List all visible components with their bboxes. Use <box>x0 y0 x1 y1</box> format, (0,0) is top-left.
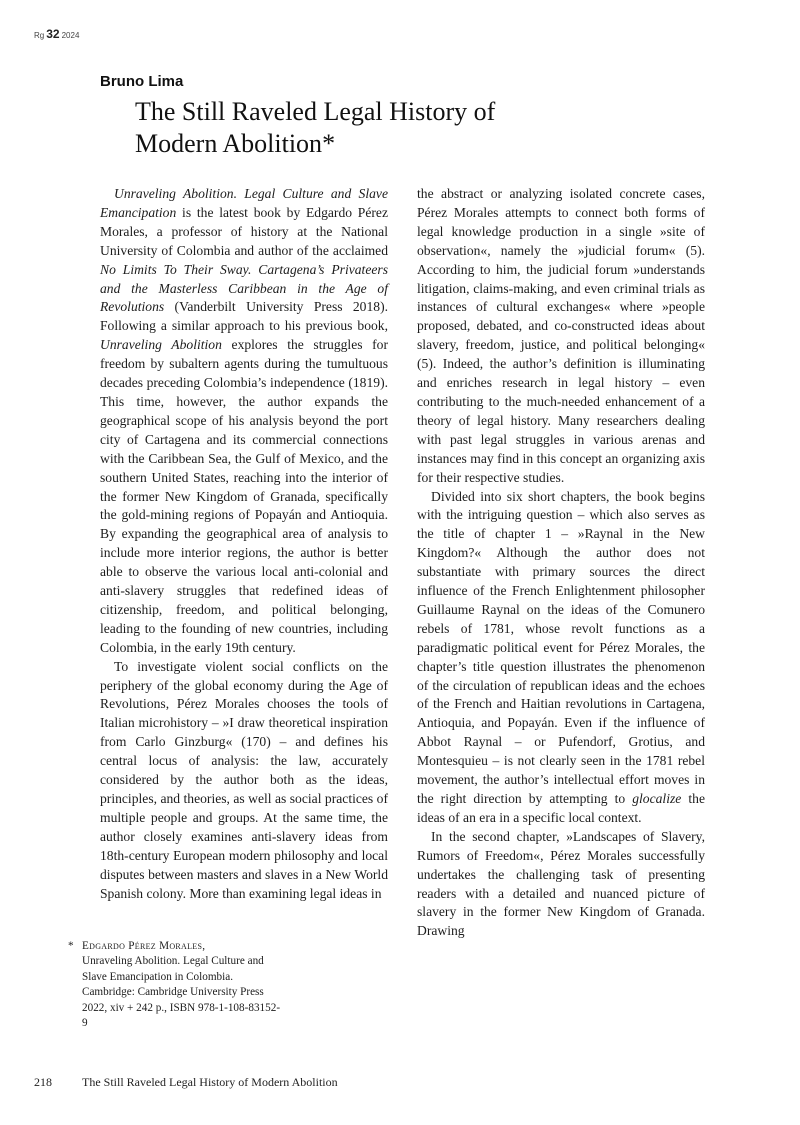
paragraph-text: Divided into six short chapters, the book begins with the intriguing question – which also serves as the title of chapter 1 – »Raynal in the New Kingdom?« Although the author does not substantiate with primary sources the direct influence of the French Enlightenment philosopher Guillaume Raynal on the ideas of the Comunero rebels of 1781, whose revolt functions as a paradigmatic political event for Pérez Morales, the chapter’s title question illustrates the phenomenon of the circulation of republican ideas and the echoes of the French and Haitian revolutions in Cartagena, Antioquia, and Popayán. Even if the influence of Abbot Raynal – or Pufendorf, Grotius, and Montesquieu – is not clearly seen in the 1781 rebel movement, the author’s intellectual effort moves in the right direction by attempting to <box>417 488 705 806</box>
body-column-right <box>417 185 705 941</box>
footnote-author: Edgardo Pérez Morales, <box>82 940 206 952</box>
page-footer <box>34 1075 338 1090</box>
title-footnote-mark: * <box>322 129 336 158</box>
body-column-left <box>100 185 388 903</box>
paragraph-text: the ideas of an era in a specific local context. <box>417 791 705 825</box>
journal-header <box>34 27 79 41</box>
article-author: Bruno Lima <box>100 73 184 90</box>
book-title: Unraveling Abolition <box>100 337 222 353</box>
footnote-mark: * <box>68 940 74 952</box>
paragraph-text: explores the struggles for freedom by subaltern agents during the tumultuous decades preceding Colombia’s independence (1819). This time, however, the author expands the geographical scope of his analysis beyond the port city of Cartagena and its commercial connections with the Caribbean Sea, the Gulf of Mexico, and the southern United States, reaching into the interior of the former New Kingdom of Granada, specifically the gold-mining regions of Popayán and Antioquia. By expanding the geographical area of analysis to include more interior regions, the author is better able to observe the various local anti-colonial and anti-slavery struggles that redefined ideas of citizenship, freedom, and political belonging, leading to the founding of new countries, including Colombia, in the early 19th century. <box>100 337 388 655</box>
footnote <box>68 939 282 1031</box>
book-title: Unraveling Abolition. Legal Culture and Slave Emancipation <box>100 186 388 220</box>
paragraph: the abstract or analyzing isolated concrete cases, Pérez Morales attempts to connect both forms of legal knowledge production in a single »site of observation«, namely the »judicial forum« (5). According to him, the judicial forum »understands litigation, claims-making, and even criminal trials as instances of cultural exchanges« where »people proposed, debated, and co-constructed ideas about slavery, freedom, justice, and political belonging« (5). Indeed, the author’s definition is illuminating and enriches research in legal history – even contributing to the much-needed enhancement of a theory of legal history. Many researchers dealing with past legal struggles in various arenas and instances may find in this concept an organizing axis for their respective studies. <box>417 186 705 485</box>
title-line-2-text: Modern Abolition <box>135 129 323 158</box>
journal-volume: 32 <box>46 27 60 41</box>
paragraph-text: (Vanderbilt University Press 2018). Following a similar approach to his previous book, <box>100 299 388 334</box>
paragraph <box>100 185 388 658</box>
title-line-1: The Still Raveled Legal History of <box>135 97 496 126</box>
title-line-2 <box>135 128 675 160</box>
running-title: The Still Raveled Legal History of Modern Abolition <box>82 1075 338 1089</box>
emphasis: glocalize <box>632 791 682 806</box>
paragraph: In the second chapter, »Landscapes of Slavery, Rumors of Freedom«, Pérez Morales successfully undertakes the challenging task of presenting readers with a detailed and nuanced picture of slavery in the former New Kingdom of Granada. Drawing <box>417 828 705 939</box>
footnote-citation: Unraveling Abolition. Legal Culture and Slave Emancipation in Colombia. Cambridge: Cambridge University Press 2022, xiv + 242 p., ISBN 978-1-108-83152-9 <box>82 955 281 1030</box>
book-title: No Limits To Their Sway. Cartagena’s Privateers and the Masterless Caribbean in the Age of Revolutions <box>100 261 388 315</box>
journal-year: 2024 <box>61 31 80 40</box>
article-title <box>135 96 675 160</box>
paragraph: To investigate violent social conflicts on the periphery of the global economy during the Age of Revolutions, Pérez Morales chooses the tools of Italian microhistory – »I draw theoretical inspiration from Carlo Ginzburg« (170) – and defines his central locus of analysis: the law, accurately considered by the author both as the ideas, principles, and theories, as well as social practices of multiple people and groups. At the same time, the author closely examines anti-slavery ideas from 18th-century European modern philosophy and local disputes between masters and slaves in a New World Spanish colony. More than examining legal ideas in <box>100 658 388 901</box>
journal-abbr: Rg <box>34 31 45 40</box>
paragraph <box>417 488 705 828</box>
paragraph-text: is the latest book by Edgardo Pérez Morales, a professor of history at the National University of Colombia and author of the acclaimed <box>100 204 388 258</box>
page-number: 218 <box>34 1075 52 1089</box>
